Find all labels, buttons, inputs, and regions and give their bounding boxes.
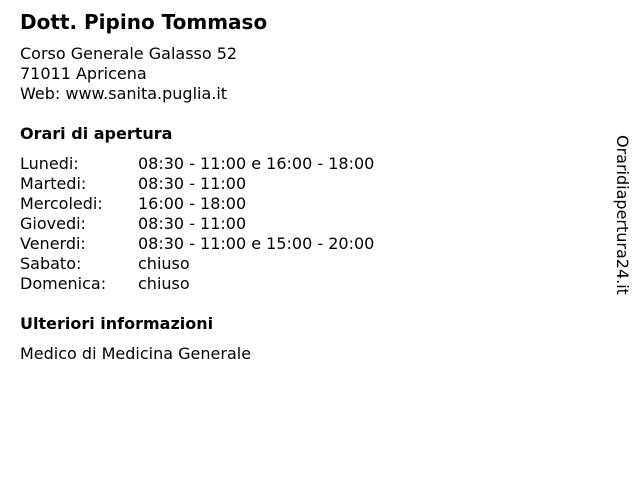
hours-row-tuesday xyxy=(20,174,374,194)
hours-row-sunday xyxy=(20,274,374,294)
hours-value: 16:00 - 18:00 xyxy=(138,194,247,213)
opening-hours-heading: Orari di apertura xyxy=(20,124,173,143)
day-label: Lunedi: xyxy=(20,154,79,173)
hours-value: chiuso xyxy=(138,274,190,293)
day-label: Sabato: xyxy=(20,254,82,273)
hours-value: 08:30 - 11:00 e 16:00 - 18:00 xyxy=(138,154,375,173)
city-address: 71011 Apricena xyxy=(20,64,147,83)
hours-row-monday xyxy=(20,154,374,174)
opening-hours-list xyxy=(20,154,374,294)
hours-row-saturday xyxy=(20,254,374,274)
day-label: Mercoledi: xyxy=(20,194,103,213)
hours-value: 08:30 - 11:00 xyxy=(138,174,247,193)
page-title: Dott. Pipino Tommaso xyxy=(20,10,268,34)
street-address: Corso Generale Galasso 52 xyxy=(20,44,238,63)
day-label: Venerdi: xyxy=(20,234,86,253)
day-label: Giovedi: xyxy=(20,214,86,233)
additional-info-heading: Ulteriori informazioni xyxy=(20,314,214,333)
hours-row-wednesday xyxy=(20,194,374,214)
site-watermark: Oraridiapertura24.it xyxy=(613,135,632,295)
hours-value: 08:30 - 11:00 e 15:00 - 20:00 xyxy=(138,234,375,253)
address-block xyxy=(20,44,237,104)
day-label: Domenica: xyxy=(20,274,107,293)
hours-row-friday xyxy=(20,234,374,254)
website-text: Web: www.sanita.puglia.it xyxy=(20,84,228,103)
additional-info-text: Medico di Medicina Generale xyxy=(20,344,252,363)
hours-row-thursday xyxy=(20,214,374,234)
day-label: Martedi: xyxy=(20,174,87,193)
hours-value: 08:30 - 11:00 xyxy=(138,214,247,233)
hours-value: chiuso xyxy=(138,254,190,273)
